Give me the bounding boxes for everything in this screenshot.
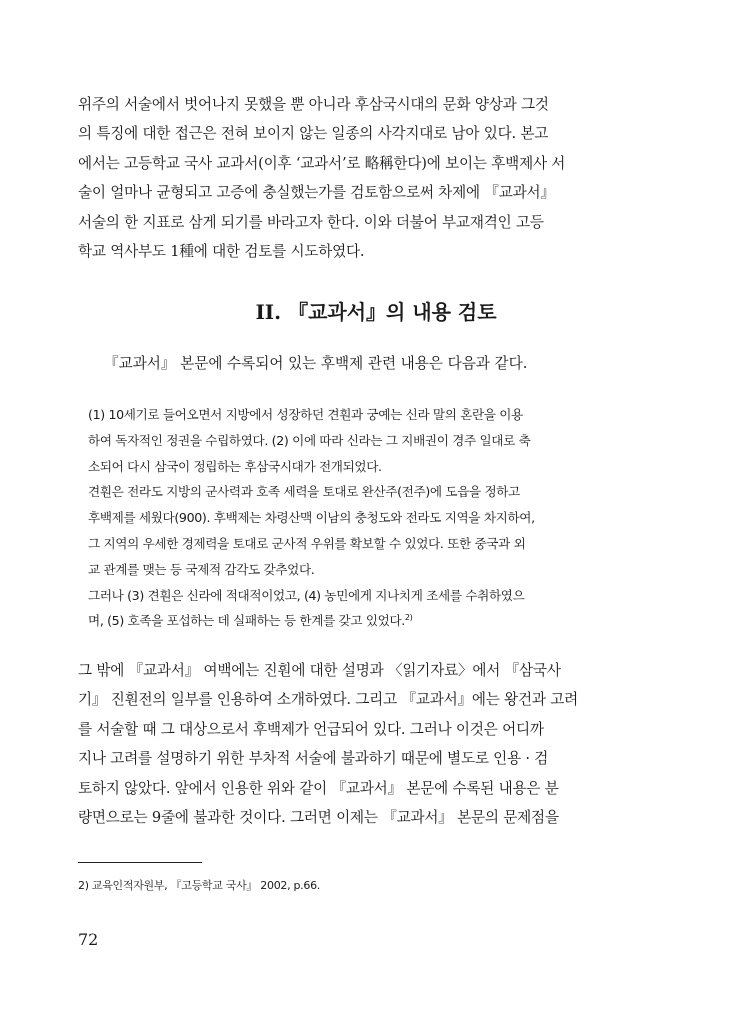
text-line: 기』 진훤전의 일부를 인용하여 소개하였다. 그리고 『교과서』에는 왕건과 고려 xyxy=(78,691,579,709)
quote-line: (1) 10세기로 들어오면서 지방에서 성장하던 견훤과 궁예는 신라 말의 혼란을 이용 xyxy=(88,407,523,422)
page-number: 72 xyxy=(78,930,99,949)
top-paragraph xyxy=(78,90,674,266)
quote-line: 하여 독자적인 정권을 수립하였다. (2) 이에 따라 신라는 그 지배권이 경주 일대로 축 xyxy=(88,432,531,448)
quote-line: 교 관계를 맺는 등 국제적 감각도 갖추었다. xyxy=(88,561,315,577)
quote-line: 견훤은 전라도 지방의 군사력과 호족 세력을 토대로 완산주(전주)에 도읍을 정하고 xyxy=(88,484,520,500)
text-line: 에서는 고등학교 국사 교과서(이후 ‘교과서’로 略稱한다)에 보이는 후백제사 서 xyxy=(78,154,566,172)
quote-line: 그러나 (3) 견훤은 신라에 적대적이었고, (4) 농민에게 지나치게 조세를 수취하였으 xyxy=(88,587,525,603)
bottom-paragraph xyxy=(78,656,674,832)
text-line: 지나 고려를 설명하기 위한 부차적 서술에 불과하기 때문에 별도로 인용 · 검 xyxy=(78,750,549,768)
section-heading: II. 『교과서』의 내용 검토 xyxy=(255,300,497,324)
footnote-marker: 2) xyxy=(404,613,413,623)
text-line: 위주의 서술에서 벗어나지 못했을 뿐 아니라 후삼국시대의 문화 양상과 그것 xyxy=(78,96,549,113)
text-line: 의 특징에 대한 접근은 전혀 보이지 않는 일종의 사각지대로 남아 있다. 본고 xyxy=(78,125,549,143)
quote-line: 소되어 다시 삼국이 정립하는 후삼국시대가 전개되었다. xyxy=(88,458,382,474)
quote-line: 그 지역의 우세한 경제력을 토대로 군사적 우위를 확보할 수 있었다. 또한 중국과 외 xyxy=(88,535,526,551)
quote-line-text: 며, (5) 호족을 포섭하는 데 실패하는 등 한계를 갖고 있었다. xyxy=(88,613,405,629)
textbook-quote xyxy=(88,402,668,634)
quote-line xyxy=(88,608,668,634)
text-line: 학교 역사부도 1種에 대한 검토를 시도하였다. xyxy=(78,243,365,261)
footnote: 2) 교육인적자원부, 『고등학교 국사』 2002, p.66. xyxy=(78,879,320,892)
text-line: 서술의 한 지표로 삼게 되기를 바라고자 한다. 이와 더불어 부교재격인 고등 xyxy=(78,213,544,231)
footnote-divider xyxy=(78,862,202,863)
text-line: 그 밖에 『교과서』 여백에는 진훤에 대한 설명과 〈읽기자료〉에서 『삼국사 xyxy=(78,662,561,679)
text-line: 토하지 않았다. 앞에서 인용한 위와 같이 『교과서』 본문에 수록된 내용은 분 xyxy=(78,779,559,797)
intro-line: 『교과서』 본문에 수록되어 있는 후백제 관련 내용은 다음과 같다. xyxy=(104,355,528,372)
quote-line: 후백제를 세웠다(900). 후백제는 차령산맥 이남의 충청도와 전라도 지역을 차지하여, xyxy=(88,510,535,526)
text-line: 를 서술할 때 그 대상으로서 후백제가 언급되어 있다. 그러나 이것은 어디까 xyxy=(78,720,544,738)
text-line: 량면으로는 9줄에 불과한 것이다. 그러면 이제는 『교과서』 본문의 문제점을 xyxy=(78,809,559,827)
text-line: 술이 얼마나 균형되고 고증에 충실했는가를 검토함으로써 차제에 『교과서』 xyxy=(78,184,555,202)
